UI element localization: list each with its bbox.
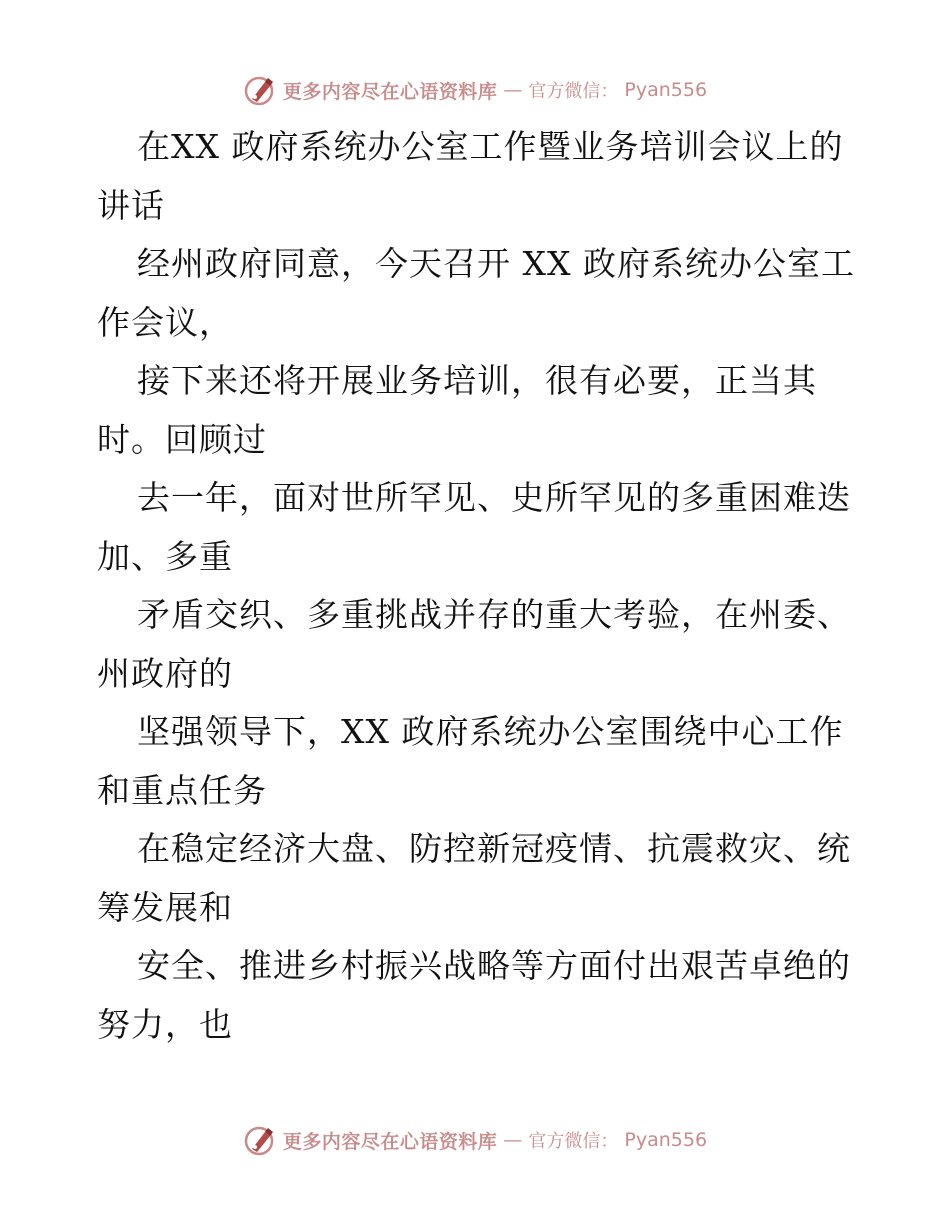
watermark-dash: — [503, 79, 523, 101]
text-line: 接下来还将开展业务培训，很有必要，正当其 [137, 361, 817, 400]
footer-watermark [0, 1120, 950, 1160]
document-body [97, 118, 867, 1054]
watermark-brand: 更多内容尽在心语资料库 [282, 1130, 498, 1153]
watermark-wechat-id: Pyan556 [624, 1129, 708, 1151]
text-line: 坚强领导下，XX 政府系统办公室围绕中心工作 [137, 712, 844, 751]
text-line: 努力，也 [97, 1004, 233, 1044]
text-line: 作会议， [97, 302, 233, 342]
text-line: 在稳定经济大盘、防控新冠疫情、抗震救灾、统 [137, 829, 851, 868]
watermark-dash: — [503, 1129, 523, 1151]
watermark-wechat-id: Pyan556 [624, 79, 708, 101]
watermark-contact-label: 官方微信： [528, 1131, 619, 1152]
text-line: 矛盾交织、多重挑战并存的重大考验，在州委、 [137, 595, 851, 634]
text-line: 筹发展和 [97, 887, 233, 927]
text-line: 加、多重 [97, 536, 233, 576]
text-line: 去一年，面对世所罕见、史所罕见的多重困难迭 [137, 478, 851, 517]
header-watermark [0, 70, 950, 110]
text-line: 在XX 政府系统办公室工作暨业务培训会议上的 [137, 127, 844, 166]
text-line: 和重点任务 [97, 770, 267, 810]
text-line: 讲话 [97, 185, 165, 225]
watermark-contact-label: 官方微信： [528, 81, 619, 102]
text-line: 经州政府同意，今天召开 XX 政府系统办公室工 [137, 244, 855, 283]
text-line: 时。回顾过 [97, 419, 267, 459]
watermark-brand: 更多内容尽在心语资料库 [282, 80, 498, 103]
text-line: 州政府的 [97, 653, 233, 693]
text-line: 安全、推进乡村振兴战略等方面付出艰苦卓绝的 [137, 946, 851, 985]
pen-logo-icon [243, 1123, 277, 1157]
pen-logo-icon [243, 73, 277, 107]
